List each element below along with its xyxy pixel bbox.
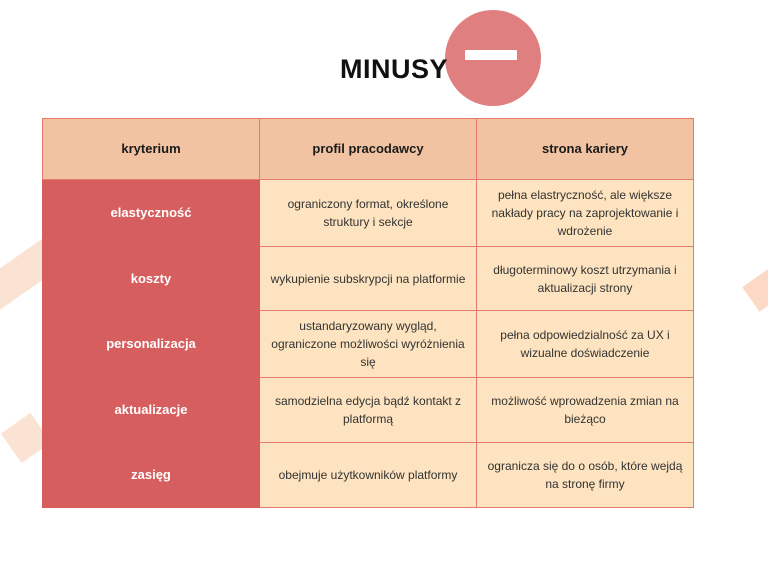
employer-profile-cell: wykupienie subskrypcji na platformie [260,247,477,311]
comparison-table [42,118,694,508]
table-row [43,311,694,378]
table-row [43,247,694,311]
employer-profile-cell: obejmuje użytkowników platformy [260,443,477,508]
decorative-stripe-right [742,218,768,311]
criterion-cell: personalizacja [43,311,260,378]
table-row [43,180,694,247]
employer-profile-cell: ograniczony format, określone struktury i sekcje [260,180,477,247]
page-title: MINUSY [339,54,448,84]
column-header-employer-profile: profil pracodawcy [260,119,477,180]
table-row [43,443,694,508]
criterion-cell: aktualizacje [43,378,260,443]
criterion-cell: elastyczność [43,180,260,247]
employer-profile-cell: ustandaryzowany wygląd, ograniczone możliwości wyróżnienia się [260,311,477,378]
career-site-cell: pełna odpowiedzialność za UX i wizualne doświadczenie [477,311,694,378]
career-site-cell: pełna elastryczność, ale większe nakłady pracy na zaprojektowanie i wdrożenie [477,180,694,247]
criterion-cell: zasięg [43,443,260,508]
employer-profile-cell: samodzielna edycja bądź kontakt z platformą [260,378,477,443]
column-header-criterion: kryterium [43,119,260,180]
table-header-row [43,119,694,180]
career-site-cell: możliwość wprowadzenia zmian na bieżąco [477,378,694,443]
criterion-cell: koszty [43,247,260,311]
career-site-cell: ogranicza się do o osób, które wejdą na stronę firmy [477,443,694,508]
career-site-cell: długoterminowy koszt utrzymania i aktualizacji strony [477,247,694,311]
table-row [43,378,694,443]
column-header-career-site: strona kariery [477,119,694,180]
